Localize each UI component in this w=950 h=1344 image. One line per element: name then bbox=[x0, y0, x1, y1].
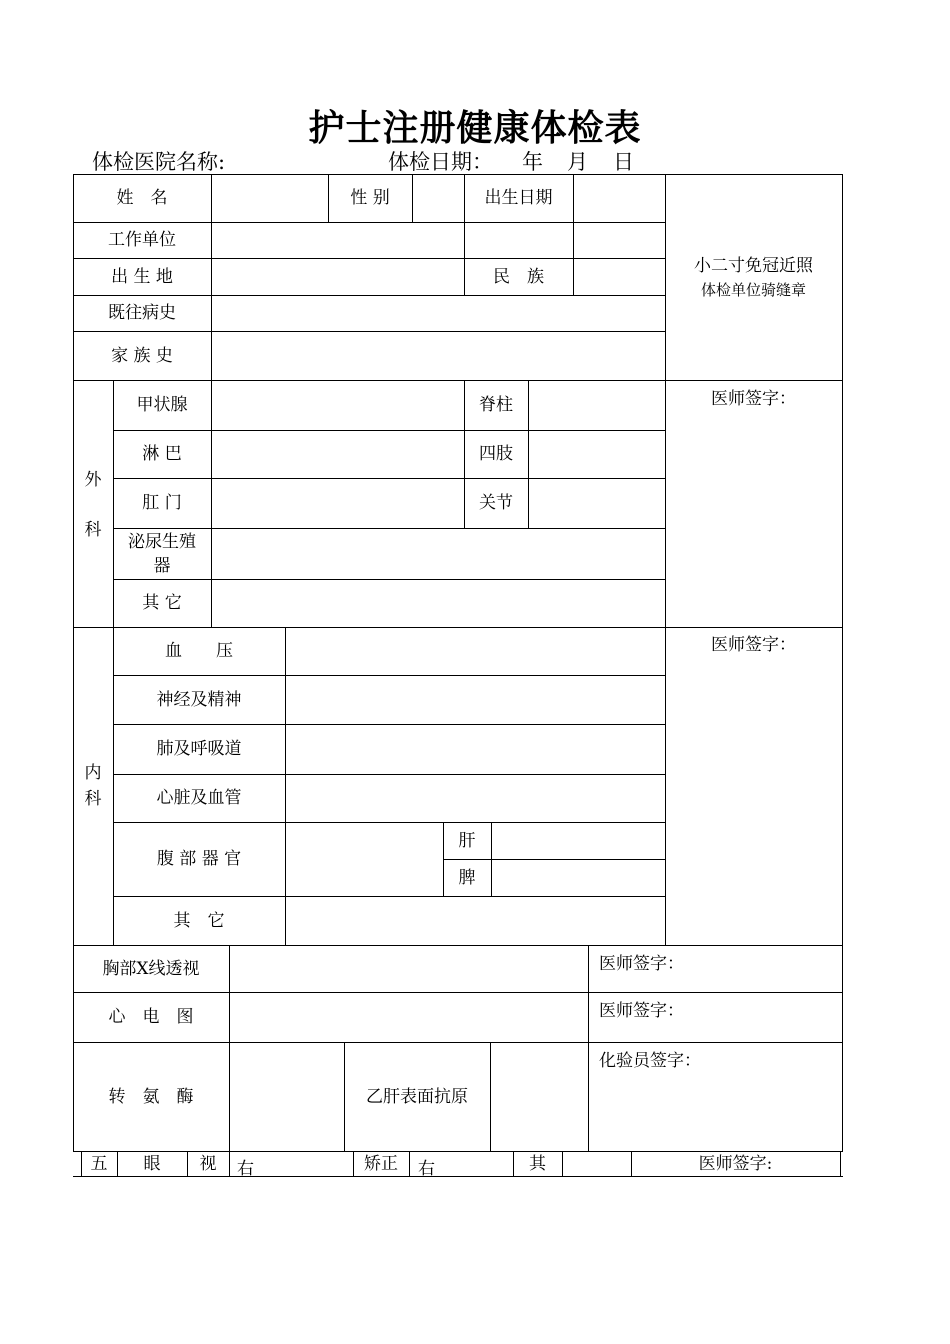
internal-char-1: 内 bbox=[84, 763, 102, 783]
internal-section-label bbox=[73, 760, 113, 812]
xray-doctor-signature: 医师签字： bbox=[599, 954, 684, 974]
photo-instruction: 小二寸免冠近照 bbox=[694, 256, 813, 276]
surgery-char-2: 科 bbox=[84, 520, 102, 540]
surgery-other-label: 其 它 bbox=[142, 593, 182, 613]
seal-instruction: 体检单位骑缝章 bbox=[700, 281, 806, 299]
xray-label: 胸部X线透视 bbox=[102, 958, 200, 979]
ethnicity-label: 民 族 bbox=[493, 266, 544, 287]
eye-corrected-right-label: 右 bbox=[418, 1159, 435, 1179]
past-history-label: 既往病史 bbox=[108, 303, 176, 323]
thyroid-label: 甲状腺 bbox=[136, 395, 188, 415]
spine-label: 脊柱 bbox=[479, 395, 513, 415]
eye-right-label: 右 bbox=[237, 1159, 254, 1179]
eye-col-eye: 眼 bbox=[143, 1153, 161, 1174]
photo-area bbox=[665, 250, 842, 306]
surgery-doctor-signature: 医师签字： bbox=[711, 389, 796, 409]
birth-date-label: 出生日期 bbox=[484, 188, 553, 208]
surgery-section-label bbox=[73, 465, 113, 545]
anus-label: 肛 门 bbox=[142, 493, 182, 513]
name-label: 姓 名 bbox=[116, 188, 168, 208]
eye-other-label: 其 bbox=[529, 1153, 546, 1174]
heart-label: 心脏及血管 bbox=[156, 788, 242, 808]
limbs-label: 四肢 bbox=[479, 444, 513, 464]
spleen-label: 脾 bbox=[458, 867, 476, 888]
date-year: 年 bbox=[522, 150, 543, 174]
internal-char-2: 科 bbox=[84, 789, 102, 809]
date-day: 日 bbox=[613, 150, 634, 174]
lymph-label: 淋 巴 bbox=[142, 444, 182, 464]
eye-corrected-label: 矫正 bbox=[364, 1153, 398, 1174]
urogenital-label: 泌尿生殖器 bbox=[128, 531, 196, 576]
exam-date-label: 体检日期： bbox=[388, 150, 493, 174]
neuro-label: 神经及精神 bbox=[156, 689, 242, 710]
surgery-char-1: 外 bbox=[84, 470, 102, 490]
gender-label: 性 别 bbox=[350, 188, 390, 208]
liver-label: 肝 bbox=[458, 830, 476, 851]
eye-col-five: 五 bbox=[90, 1153, 108, 1174]
blood-pressure-label: 血 压 bbox=[165, 641, 233, 661]
eye-col-vision: 视 bbox=[199, 1153, 217, 1174]
ecg-label: 心 电 图 bbox=[108, 1007, 194, 1027]
internal-other-label: 其 它 bbox=[173, 910, 225, 931]
joints-label: 关节 bbox=[479, 493, 513, 513]
transaminase-label: 转 氨 酶 bbox=[108, 1086, 194, 1107]
eye-doctor-signature: 医师签字: bbox=[698, 1153, 773, 1174]
abdomen-label: 腹 部 器 官 bbox=[156, 849, 242, 869]
lab-technician-signature: 化验员签字： bbox=[599, 1051, 701, 1071]
lung-label: 肺及呼吸道 bbox=[156, 739, 242, 759]
date-month: 月 bbox=[567, 150, 588, 174]
family-history-label: 家 族 史 bbox=[111, 345, 173, 366]
ecg-doctor-signature: 医师签字： bbox=[599, 1001, 684, 1021]
hospital-name-label: 体检医院名称: bbox=[92, 150, 226, 174]
internal-doctor-signature: 医师签字： bbox=[711, 635, 796, 655]
work-unit-label: 工作单位 bbox=[108, 230, 176, 250]
hbsag-label: 乙肝表面抗原 bbox=[366, 1086, 468, 1107]
page-title: 护士注册健康体检表 bbox=[308, 107, 642, 149]
birthplace-label: 出 生 地 bbox=[111, 266, 173, 287]
